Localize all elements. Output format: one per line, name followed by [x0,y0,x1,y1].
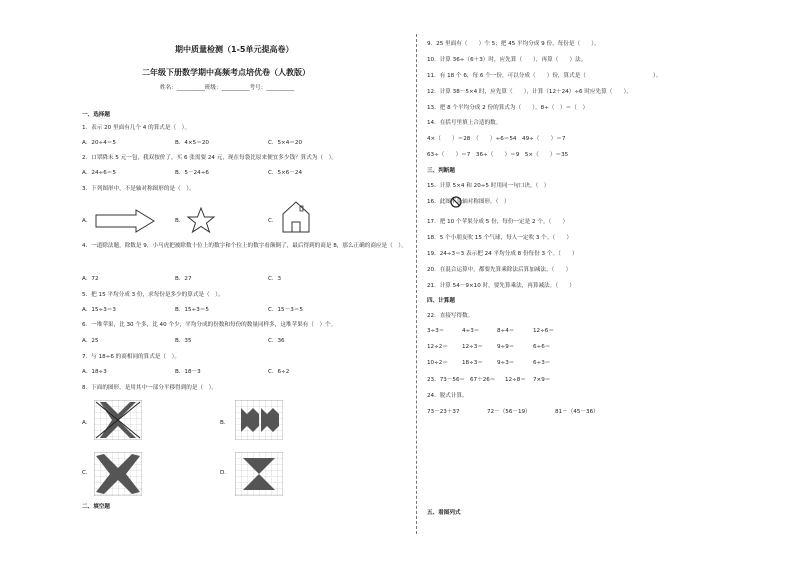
q4-option-c: C．3 [268,276,282,282]
q2-option-b: B．5－24÷6 [175,170,209,176]
question-11: 11．有 18 个 6，每 6 个一份，可以分成（ ）份，算式是（ ）。 [427,73,662,79]
section-picture-heading: 五、看图列式 [427,510,461,516]
question-12: 12．计算 38－5×4 时，应先算（ ），计算（12＋24）÷6 时应先算（ ）。 [427,89,632,95]
calc-cell: 67＋26＝ [470,377,496,383]
calc-cell: 7×9＝ [533,377,551,383]
q4-option-b: B．27 [175,276,192,282]
q8-option-a: A． [82,420,92,426]
q8-option-c: C． [82,470,92,476]
q14-row-2: 63÷（ ）＝7 36÷（ ）＝9 5×（ ）＝35 [427,152,569,158]
question-10: 10．计算 36÷（6＋3）时，应先算（ ），再算（ ）法。 [427,57,587,63]
q14-row-1: 4×（ ）＝28 （ ）÷6＝54 49÷（ ）＝7 [427,136,566,142]
calc-cell: 12÷3＝ [462,344,483,350]
question-20: 20．在混合运算中，都要先算乘除法后算加减法。（ ） [427,267,572,273]
q3-option-a: A． [82,218,92,224]
q8-figure-b-icon [235,400,283,440]
section-calc-heading: 四、计算题 [427,298,455,304]
calc-cell: 12÷6＝ [533,328,554,334]
question-5: 5．把 15 平均分成 3 份，求每份是多少的算式是（ ）。 [82,292,224,298]
q6-option-c: C．36 [268,338,285,344]
q8-figure-d-icon [235,452,283,496]
q8-figure-c-icon [94,452,142,496]
q6-option-b: B．35 [175,338,192,344]
question-17: 17．把 10 个苹果分成 5 份，每份一定是 2 个。（ ） [427,219,569,225]
q7-option-a: A．18÷3 [82,369,107,375]
calc-cell: 4÷3＝ [462,328,480,334]
question-6: 6．一堆苹果，比 30 个多，比 40 个少，平均分成的份数和每份的数量同样多，这堆苹果有（ ）个。 [82,322,337,328]
question-14: 14．在括号里填上合适的数。 [427,120,502,126]
q5-option-b: B．15÷3＝5 [175,307,209,313]
section-judge-heading: 三、判断题 [427,168,455,174]
star-figure-icon [186,206,216,234]
q3-option-b: B． [175,218,185,224]
q7-option-b: B．18－3 [175,369,201,375]
section-choice-heading: 一、选择题 [82,112,110,118]
q7-option-c: C．6÷2 [268,369,290,375]
question-7: 7．与 18÷6 的商相同的算式是（ ）。 [82,354,180,360]
q6-option-a: A．25 [82,338,99,344]
exam-title: 期中质量检测（1-5单元提高卷） [175,45,294,54]
section-fill-heading: 二、填空题 [82,504,110,510]
q8-figure-a-icon [94,400,142,440]
question-21: 21．计算 54－9×10 时，要先算乘法，再算减法。（ ） [427,283,575,289]
question-24: 24．脱式计算。 [427,393,468,399]
calc-cell: 8÷4＝ [497,328,515,334]
q2-option-c: C．5×6－24 [268,170,303,176]
q8-option-d: D． [220,470,230,476]
calc-cell: 6÷6＝ [533,344,551,350]
q3-option-c: C． [268,218,278,224]
question-1: 1．表示 20 里面有几个 4 的算式是（ ）。 [82,125,191,131]
calc-cell: 18÷3＝ [462,360,483,366]
q1-option-a: A．20÷4＝5 [82,140,116,146]
q24-item-3: 81－（45－36） [555,409,599,415]
calc-cell: 23．73－56＝ [427,377,466,383]
q24-item-2: 72－（56－19） [487,409,531,415]
q5-option-a: A．15÷3＝3 [82,307,116,313]
question-4-line1: 4．一道除法题，除数是 9，小马虎把被除数十位上的数字和个位上的数字看颠倒了，最后得到的商是 8，那么正确的商应是（ ）。 [82,243,407,249]
calc-cell: 6÷3＝ [533,360,551,366]
calc-cell: 9÷3＝ [497,360,515,366]
q1-option-c: C．5×4＝20 [268,140,303,146]
calc-cell: 12÷2＝ [427,344,448,350]
question-15: 15．计算 5×4 和 20÷5 时用同一句口诀。（ ） [427,183,550,189]
question-3: 3．下列图形中，不是轴对称图形的是（ ）。 [82,186,195,192]
arrow-figure-icon [94,208,156,234]
q4-option-a: A．72 [82,276,99,282]
calc-cell: 10÷2＝ [427,360,448,366]
question-22: 22．直接写得数。 [427,313,474,319]
question-2: 2．口罩降未 5 元一包，我双按价了，买 6 张需要 24 元，现在每袋比原来便宜多少钱？算式为（ ）。 [82,155,338,161]
question-13: 13．把 8 个平均分成 2 份的算式为（ ）。8÷（ ）＝（ ） [427,105,589,111]
question-19: 19．24÷3＝3 表示把 24 平均分成 8 份每份 3 个。（ ） [427,251,578,257]
question-16: 16．此图不是轴对称图形。（ ） [427,199,510,205]
calc-cell: 12÷8＝ [505,377,526,383]
house-figure-icon [281,200,311,234]
exam-subtitle: 二年级下册数学期中高频考点培优卷（人教版） [142,68,310,77]
q8-option-b: B． [220,420,230,426]
question-9: 9．25 里面有（ ）个 5；把 45 平均分成 9 份，每份是（ ）。 [427,41,600,47]
calc-cell: 9÷9＝ [497,344,515,350]
question-18: 18．5 个小朋友吹 15 个气球，每人一定吹 3 个。（ ） [427,235,572,241]
q1-option-b: B．4×5＝20 [175,140,209,146]
q2-option-a: A．24÷6＝5 [82,170,116,176]
column-divider [416,34,417,534]
calc-cell: 3÷3＝ [427,328,445,334]
q5-option-c: C．15－3＝5 [268,307,303,313]
q24-item-1: 73－23＋37 [427,409,460,415]
question-8: 8．下面的图形，是用其中一部分平移得到的是（ ）。 [82,385,218,391]
student-info-line: 姓名：__________班级：__________考号：__________ [160,85,295,91]
